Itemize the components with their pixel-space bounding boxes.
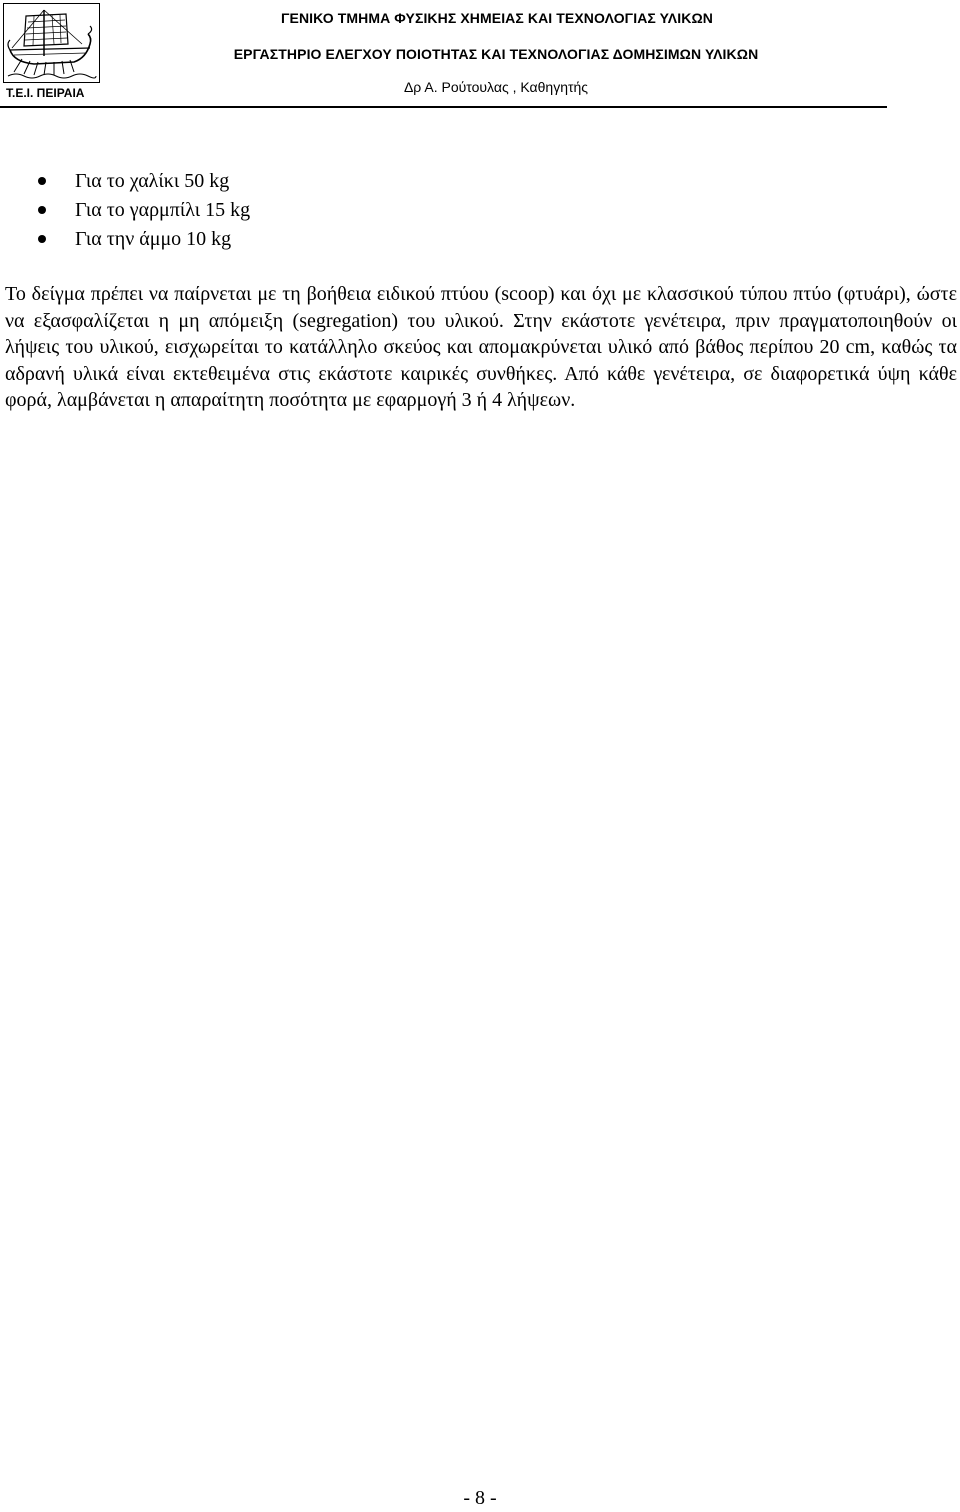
list-item [0,167,250,196]
department-title: ΓΕΝΙΚΟ ΤΜΗΜΑ ΦΥΣΙΚΗΣ ΧΗΜΕΙΑΣ ΚΑΙ ΤΕΧΝΟΛΟΓΙΑΣ ΥΛΙΚΩΝ [281,10,713,26]
bullet-icon [38,177,46,185]
organization-name: Τ.Ε.Ι. ΠΕΙΡΑΙΑ [6,86,85,100]
list-item-text: Για την άμμο 10 kg [75,228,232,250]
list-item-text: Για το γαρμπίλι 15 kg [75,199,251,221]
laboratory-title: ΕΡΓΑΣΤΗΡΙΟ ΕΛΕΓΧΟΥ ΠΟΙΟΤΗΤΑΣ ΚΑΙ ΤΕΧΝΟΛΟΓΙΑΣ ΔΟΜΗΣΙΜΩΝ ΥΛΙΚΩΝ [233,46,759,62]
page-number: - 8 - [463,1487,497,1509]
header-divider [0,106,887,108]
list-item [0,196,250,225]
page-header [0,0,960,112]
list-item-text: Για το χαλίκι 50 kg [75,170,230,192]
bullet-icon [38,235,46,243]
sample-quantity-list [0,167,250,254]
body-paragraph: Το δείγμα πρέπει να παίρνεται με τη βοήθεια ειδικού πτύου (scoop) και όχι με κλασσικού τύπου πτύο (φτυάρι), ώστε να εξασφαλίζεται η μη απόμειξη (segregation) του υλικού. Στην εκάστοτε γενέτειρα, πριν πραγματοποιηθούν οι λήψεις του υλικού, εισχωρείται το κατάλληλο σκεύος και απομακρύνεται υλικό από βάθος περίπου 20 cm, καθώς τα αδρανή υλικά είναι εκτεθειμένα στις εκάστοτε καιρικές συνθήκες. Από κάθε γενέτειρα, σε διαφορετικά ύψη κάθε φορά, λαμβάνεται η απαραίτητη ποσότητα με εφαρμογή 3 ή 4 λήψεων. [5,283,957,411]
bullet-icon [38,206,46,214]
list-item [0,225,250,254]
professor-name: Δρ Α. Ρούτουλας , Καθηγητής [403,79,589,95]
